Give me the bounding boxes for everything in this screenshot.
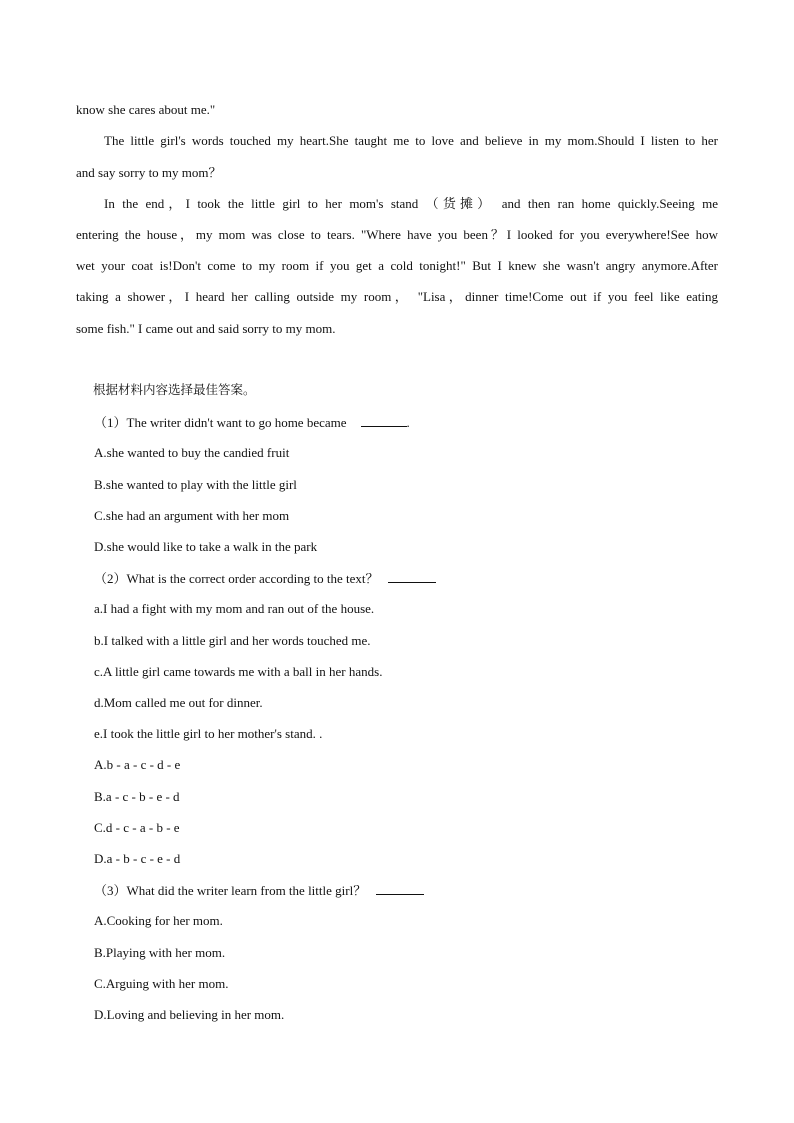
instruction: 根据材料内容选择最佳答案。 xyxy=(93,382,256,397)
option-a: A.she wanted to buy the candied fruit xyxy=(94,445,290,460)
question-stem-suffix: . xyxy=(406,415,410,430)
option-b: B.Playing with her mom. xyxy=(94,945,226,960)
option-c: C.d - c - a - b - e xyxy=(94,820,180,835)
order-item: b.I talked with a little girl and her words touched me. xyxy=(94,633,371,648)
option-d: D.Loving and believing in her mom. xyxy=(94,1007,285,1022)
passage-line: wet your coat is!Don't come to my room if you get a cold tonight!" But I knew she wasn't angry anymore.After xyxy=(76,258,718,273)
option-c: C.Arguing with her mom. xyxy=(94,976,229,991)
question-stem xyxy=(94,882,424,899)
answer-blank xyxy=(388,570,436,583)
option-a: A.b - a - c - d - e xyxy=(94,757,181,772)
passage-line: know she cares about me." xyxy=(76,102,216,117)
passage-line: some fish." I came out and said sorry to my mom. xyxy=(76,321,336,336)
answer-blank xyxy=(376,882,424,895)
answer-blank xyxy=(361,414,407,427)
option-d: D.she would like to take a walk in the park xyxy=(94,539,318,554)
question-stem-text: （2）What is the correct order according to the text？ xyxy=(94,571,379,586)
order-item: a.I had a fight with my mom and ran out of the house. xyxy=(94,601,375,616)
option-b: B.a - c - b - e - d xyxy=(94,789,180,804)
option-a: A.Cooking for her mom. xyxy=(94,913,223,928)
order-item: c.A little girl came towards me with a ball in her hands. xyxy=(94,664,383,679)
passage-line: The little girl's words touched my heart.She taught me to love and believe in my mom.Should I listen to her xyxy=(104,133,718,148)
passage-line: In the end，I took the little girl to her mom's stand （货摊） and then ran home quickly.Seeing me xyxy=(104,196,718,211)
question-stem xyxy=(94,570,436,587)
passage-line: entering the house，my mom was close to tears. "Where have you been？I looked for you everywhere!See how xyxy=(76,227,718,242)
question-stem-text: （3）What did the writer learn from the little girl？ xyxy=(94,883,367,898)
question-stem xyxy=(94,414,410,431)
question-stem-text: （1）The writer didn't want to go home became xyxy=(94,415,347,430)
option-d: D.a - b - c - e - d xyxy=(94,851,181,866)
order-item: e.I took the little girl to her mother's stand. . xyxy=(94,726,323,741)
option-c: C.she had an argument with her mom xyxy=(94,508,290,523)
passage-line: taking a shower，I heard her calling outside my room， "Lisa，dinner time!Come out if you feel like eating xyxy=(76,289,718,304)
passage-line: and say sorry to my mom？ xyxy=(76,165,222,180)
order-item: d.Mom called me out for dinner. xyxy=(94,695,263,710)
option-b: B.she wanted to play with the little girl xyxy=(94,477,297,492)
